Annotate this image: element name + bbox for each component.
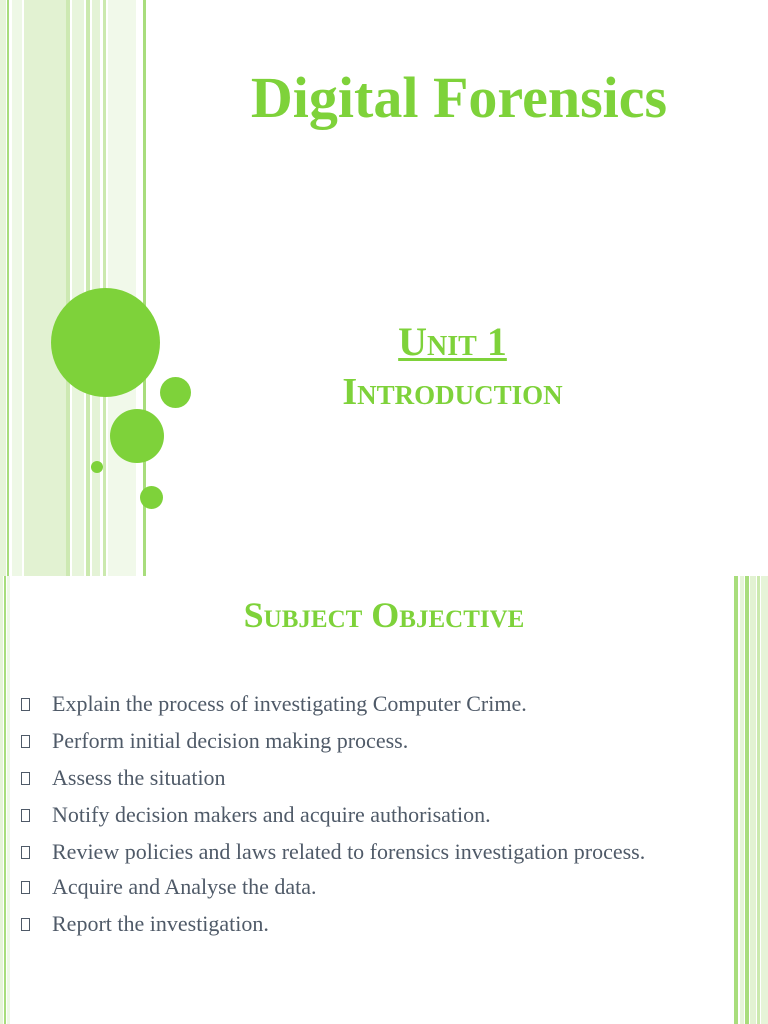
stripe [86,0,90,576]
stripe [72,0,84,576]
stripe [4,576,6,1024]
list-item [20,799,730,830]
list-item [20,871,730,902]
large-circle [51,288,160,397]
stripe [12,0,22,576]
objectives-list [20,688,730,945]
small-circle [160,377,191,408]
stripe [745,576,749,1024]
unit-label: Unit 1 [398,319,507,364]
list-item-text: Review policies and laws related to forensics investigation process. [52,839,646,864]
list-item [20,836,730,867]
stripe [7,576,10,1024]
stripe [740,576,744,1024]
list-item-text: Acquire and Analyse the data. [52,874,317,899]
tiny-circle [91,461,103,473]
stripe [24,0,66,576]
objectives-slide [0,576,768,1024]
missing-glyph-box-icon [21,809,30,822]
missing-glyph-box-icon [21,772,30,785]
section-heading: Subject Objective [243,595,525,635]
list-item [20,908,730,939]
unit-subtitle: Introduction [342,371,563,413]
stripe [7,0,9,576]
list-item-text: Assess the situation [52,765,226,790]
stripe [750,576,756,1024]
list-item-text: Perform initial decision making process. [52,728,409,753]
stripe [66,0,70,576]
missing-glyph-box-icon [21,918,30,931]
list-item [20,725,730,756]
missing-glyph-box-icon [21,846,30,859]
missing-glyph-box-icon [21,881,30,894]
stripe [0,0,6,576]
missing-glyph-box-icon [21,735,30,748]
stripe [0,576,3,1024]
slide-title: Digital Forensics [250,65,668,130]
stripe [757,576,760,1024]
list-item [20,762,730,793]
stripe [734,576,738,1024]
list-item-text: Explain the process of investigating Computer Crime. [52,691,527,716]
list-item [20,688,730,719]
small-circle [140,486,163,509]
medium-circle [110,409,164,463]
list-item-text: Report the investigation. [52,911,269,936]
missing-glyph-box-icon [21,698,30,711]
stripe [761,576,768,1024]
list-item-text: Notify decision makers and acquire authorisation. [52,802,491,827]
